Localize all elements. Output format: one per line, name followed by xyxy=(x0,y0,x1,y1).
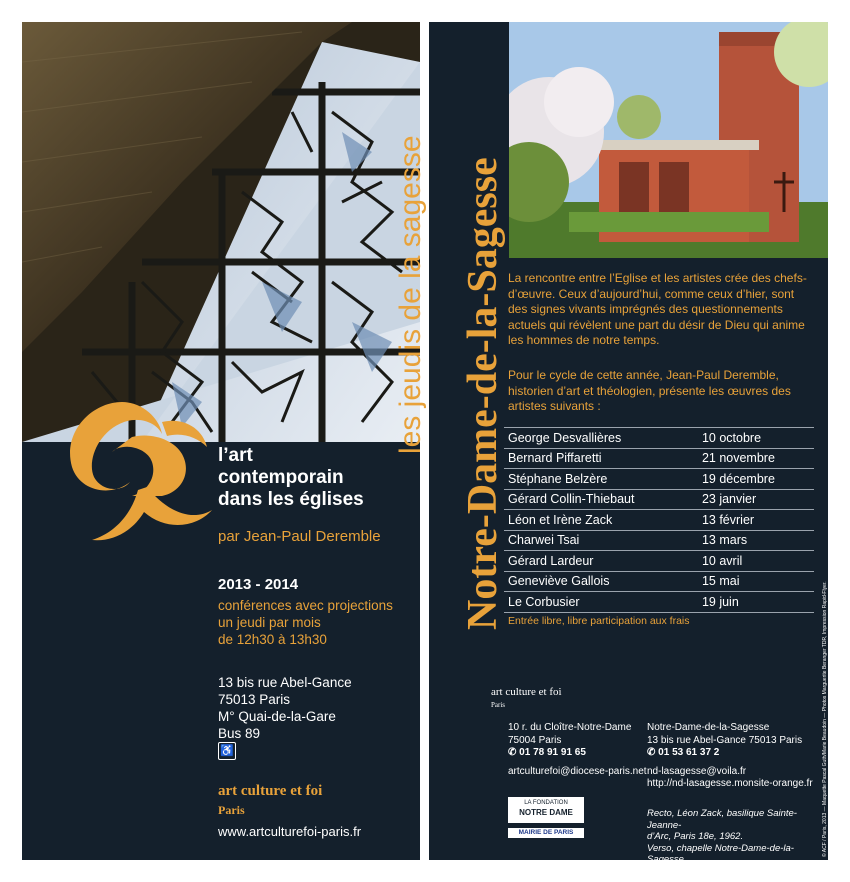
website-link[interactable]: www.artculturefoi-paris.fr xyxy=(218,824,362,839)
artist-date: 19 décembre xyxy=(694,469,814,490)
contact-line: 10 r. du Cloître-Notre-Dame xyxy=(508,722,632,733)
subtitle-line: dans les églises xyxy=(218,489,364,510)
contact-line: 13 bis rue Abel-Gance 75013 Paris xyxy=(647,734,803,746)
acf-small-logo xyxy=(491,686,562,710)
credit-line: d’Arc, Paris 18e, 1962. xyxy=(647,831,744,842)
front-panel xyxy=(22,22,427,860)
table-row xyxy=(504,469,814,490)
table-row xyxy=(504,448,814,469)
contact-line: 75004 Paris xyxy=(508,734,562,746)
stained-glass-photo xyxy=(22,22,420,442)
table-row xyxy=(504,510,814,531)
artist-name: Le Corbusier xyxy=(504,592,694,613)
author-line: par Jean-Paul Deremble xyxy=(218,528,381,545)
artist-date: 21 novembre xyxy=(694,448,814,469)
address-line: Bus 89 xyxy=(218,726,261,741)
schedule-line: un jeudi par mois xyxy=(218,615,321,630)
photo-credit xyxy=(647,808,817,866)
artist-name: Bernard Piffaretti xyxy=(504,448,694,469)
artist-name: Léon et Irène Zack xyxy=(504,510,694,531)
contact-email[interactable]: artculturefoi@diocese-paris.net xyxy=(508,765,647,777)
series-title-vertical: les jeudis de la sagesse xyxy=(394,135,427,454)
schedule-line: de 12h30 à 13h30 xyxy=(218,632,327,647)
artist-date: 13 mars xyxy=(694,530,814,551)
back-panel xyxy=(429,22,828,865)
phone-icon: ✆ xyxy=(508,747,520,758)
chapel-photo xyxy=(509,22,828,258)
address-line: M° Quai-de-la-Gare xyxy=(218,709,336,724)
artist-date: 19 juin xyxy=(694,592,814,613)
organization-name: art culture et foi xyxy=(218,783,323,799)
phone-number: 01 78 91 91 65 xyxy=(519,747,586,758)
artist-name: Stéphane Belzère xyxy=(504,469,694,490)
contact-web[interactable]: http://nd-lasagesse.monsite-orange.fr xyxy=(647,778,813,789)
credit-line: Recto, Léon Zack, basilique Sainte-Jeanne- xyxy=(647,808,797,831)
schedule-line: conférences avec projections xyxy=(218,598,393,613)
contact-acf xyxy=(508,722,647,778)
fondation-notre-dame-logo xyxy=(508,797,584,823)
contact-line: Notre-Dame-de-la-Sagesse xyxy=(647,722,770,733)
contact-parish xyxy=(647,722,813,791)
mairie-de-paris-logo: MAIRIE DE PARIS xyxy=(508,828,584,838)
venue-address xyxy=(218,674,352,742)
contact-email[interactable]: nd-lasagesse@voila.fr xyxy=(647,765,747,777)
artist-date: 13 février xyxy=(694,510,814,531)
table-row xyxy=(504,571,814,592)
contact-phone xyxy=(508,747,647,760)
acf-logo-icon xyxy=(52,392,212,557)
legal-notice: © ACF / Paris, 2013 — Maquette Pascal Guth/Marie Beaudoin — Photos Marguerite Beranger TDR, Impression Rapid-Flyer. xyxy=(822,581,828,857)
table-row xyxy=(504,530,814,551)
artist-name: Gérard Collin-Thiebaut xyxy=(504,489,694,510)
credit-line: Verso, chapelle Notre-Dame-de-la-Sagesse. xyxy=(647,842,794,865)
season-label: 2013 - 2014 xyxy=(218,576,299,593)
table-row xyxy=(504,551,814,572)
sponsor-line: NOTRE DAME xyxy=(519,808,573,817)
entry-note: Entrée libre, libre participation aux frais xyxy=(508,615,690,627)
table-row xyxy=(504,428,814,449)
table-row xyxy=(504,592,814,613)
phone-icon: ✆ xyxy=(647,747,659,758)
wheelchair-icon: ♿ xyxy=(218,742,236,760)
contact-phone xyxy=(647,747,813,760)
organization-city: Paris xyxy=(218,803,245,817)
artist-date: 15 mai xyxy=(694,571,814,592)
intro-paragraph: La rencontre entre l’Eglise et les artistes crée des chefs-d’œuvre. Ceux d’aujourd’hui, comme ceux d’hier, sont des signes vivants imprégnés des questionnements actuels qui révèlent une part du désir de Dieu qui anime les hommes de notre temps. xyxy=(508,271,807,347)
artist-schedule-table xyxy=(504,427,814,613)
artist-name: Geneviève Gallois xyxy=(504,571,694,592)
schedule-info xyxy=(218,597,393,648)
artist-name: George Desvallières xyxy=(504,428,694,449)
table-row xyxy=(504,489,814,510)
address-line: 13 bis rue Abel-Gance xyxy=(218,675,352,690)
logo-city: Paris xyxy=(491,701,505,709)
artist-name: Charwei Tsai xyxy=(504,530,694,551)
cycle-paragraph: Pour le cycle de cette année, Jean-Paul Deremble, historien d’art et théologien, présente les œuvres des artistes suivants : xyxy=(508,368,791,413)
subtitle-line: l’art xyxy=(218,445,253,466)
church-name-vertical: Notre-Dame-de-la-Sagesse xyxy=(460,157,506,630)
sponsor-line: LA FONDATION xyxy=(524,800,568,806)
address-line: 75013 Paris xyxy=(218,692,291,707)
artist-date: 10 avril xyxy=(694,551,814,572)
event-subtitle xyxy=(218,445,364,511)
artist-date: 10 octobre xyxy=(694,428,814,449)
subtitle-line: contemporain xyxy=(218,467,344,488)
logo-text: art culture et foi xyxy=(491,686,562,698)
artist-name: Gérard Lardeur xyxy=(504,551,694,572)
artist-date: 23 janvier xyxy=(694,489,814,510)
phone-number: 01 53 61 37 2 xyxy=(658,747,720,758)
